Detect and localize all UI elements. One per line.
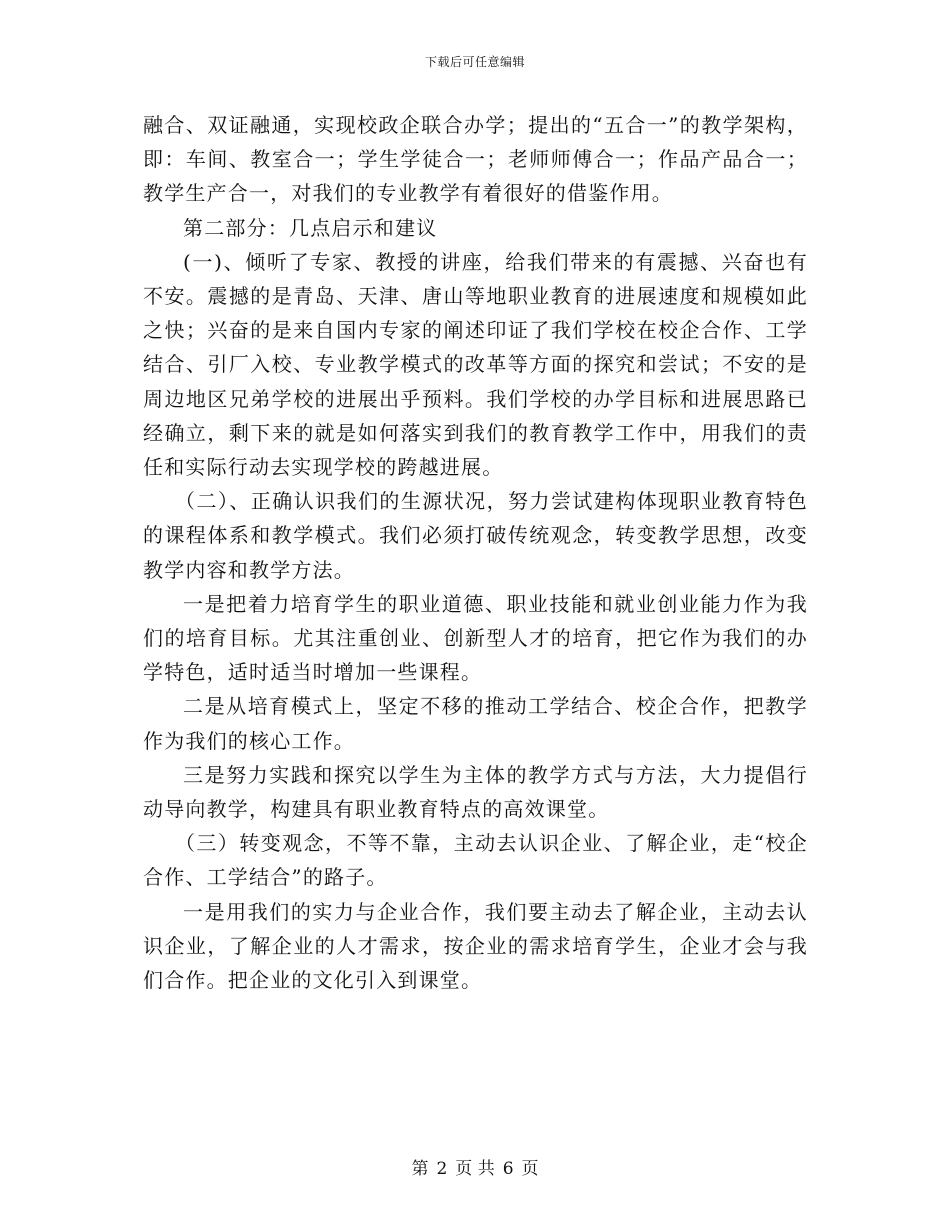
page-footer [0,1158,950,1180]
paragraph-item-first-b: 一是用我们的实力与企业合作，我们要主动去了解企业，主动去认识企业，了解企业的人才需求，按企业的需求培育学生，企业才会与我们合作。把企业的文化引入到课堂。 [143,899,808,993]
footer-page-number: 2 [436,1159,448,1179]
paragraph-item-second: 二是从培育模式上，坚定不移的推动工学结合、校企合作，把教学作为我们的核心工作。 [143,694,808,753]
footer-total-pages: 6 [502,1159,514,1179]
footer-middle: 页 共 [455,1159,495,1179]
paragraph-point-one: (一)、倾听了专家、教授的讲座，给我们带来的有震撼、兴奋也有不安。震撼的是青岛、天津、唐山等地职业教育的进展速度和规模如此之快；兴奋的是来自国内专家的阐述印证了我们学校在校企合作、工学结合、引厂入校、专业教学模式的改革等方面的探究和尝试；不安的是周边地区兄弟学校的进展出乎预料。我们学校的办学目标和进展思路已经确立，剩下来的就是如何落实到我们的教育教学工作中，用我们的责任和实际行动去实现学校的跨越进展。 [143,249,808,480]
paragraph-continuation: 融合、双证融通，实现校政企联合办学；提出的“五合一”的教学架构，即：车间、教室合一；学生学徒合一；老师师傅合一；作品产品合一；教学生产合一，对我们的专业教学有着很好的借鉴作用。 [143,113,808,206]
footer-suffix: 页 [521,1159,539,1179]
section-heading-part-two: 第二部分：几点启示和建议 [183,215,438,240]
page-header-note: 下载后可任意编辑 [424,55,525,69]
paragraph-item-first: 一是把着力培育学生的职业道德、职业技能和就业创业能力作为我们的培育目标。尤其注重创业、创新型人才的培育，把它作为我们的办学特色，适时适当时增加一些课程。 [143,591,808,685]
footer-prefix: 第 [411,1159,429,1179]
paragraph-item-third: 三是努力实践和探究以学生为主体的教学方式与方法，大力提倡行动导向教学，构建具有职业教育特点的高效课堂。 [143,762,808,822]
paragraph-point-two: （二）、正确认识我们的生源状况，努力尝试建构体现职业教育特色的课程体系和教学模式。我们必须打破传统观念，转变教学思想，改变教学内容和教学方法。 [143,489,808,582]
paragraph-point-three: （三）转变观念，不等不靠，主动去认识企业、了解企业，走“校企合作、工学结合”的路子。 [143,831,808,890]
document-body [143,108,808,997]
